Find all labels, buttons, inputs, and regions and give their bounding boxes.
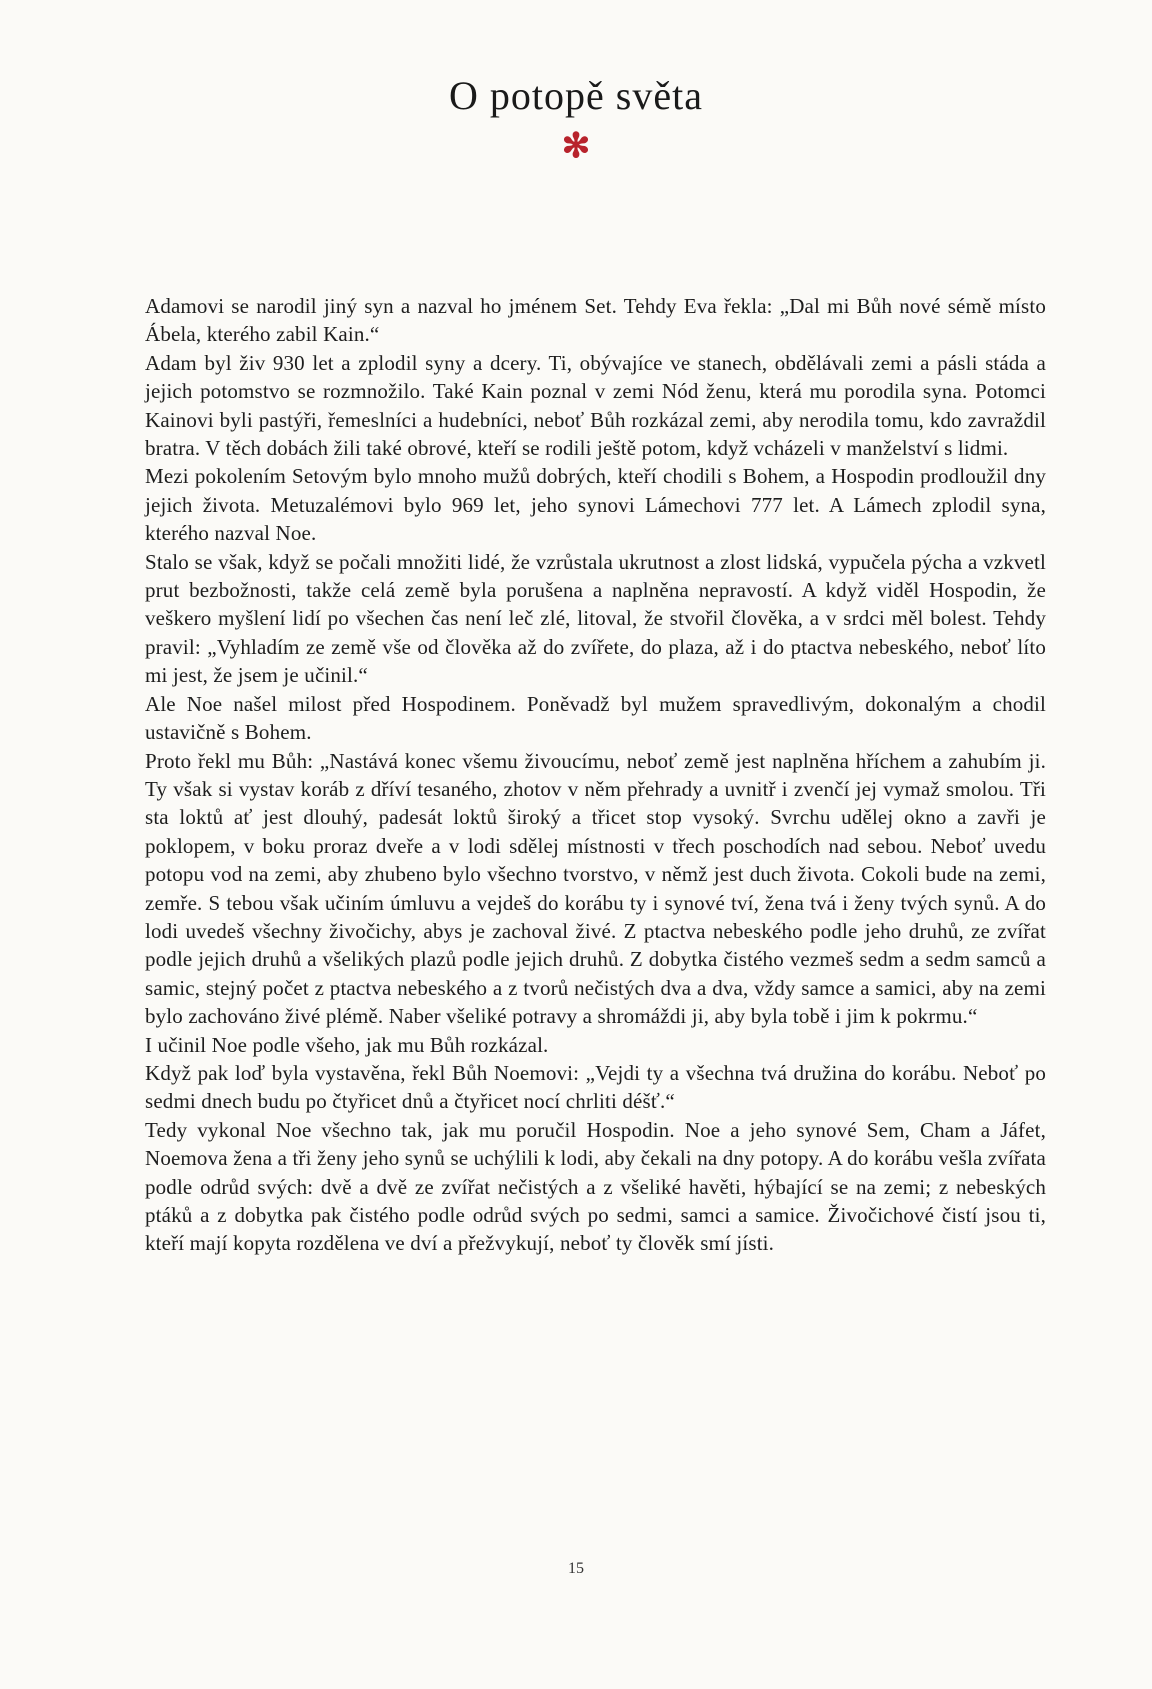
paragraph: Ale Noe našel milost před Hospodinem. Poněvadž byl mužem spravedlivým, dokonalým a chodil ustavičně s Bohem. [145,691,1046,745]
asterisk-ornament-icon: ✻ [561,128,591,165]
paragraph: Adamovi se narodil jiný syn a nazval ho jménem Set. Tehdy Eva řekla: „Dal mi Bůh nové sémě místo Ábela, kterého zabil Kain.“ [145,294,1046,347]
page-number: 15 [568,1560,584,1577]
paragraph: Tedy vykonal Noe všechno tak, jak mu poručil Hospodin. Noe a jeho synové Sem, Cham a Jáfet, Noemova žena a tři ženy jeho synů se uchýlili k lodi, aby čekali na dny potopy. A do korábu vešla zvířata podle odrůd svých: dvě a dvě ze zvířat nečistých a z všeliké havěti, hýbající se na zemi; z nebeských ptáků a z dobytka pak čistého podle odrůd svých po sedmi, samci a samice. Živočichové čistí jsou ti, kteří mají kopyta rozdělena ve dví a přežvykují, neboť ty člověk smí jísti. [145,1117,1046,1256]
body-text [145,292,1046,1258]
paragraph: Když pak loď byla vystavěna, řekl Bůh Noemovi: „Vejdi ty a všechna tvá družina do korábu. Neboť po sedmi dnech budu po čtyřicet dnů a čtyřicet nocí chrliti déšť.“ [145,1060,1046,1114]
paragraph: Proto řekl mu Bůh: „Nastává konec všemu živoucímu, neboť země jest naplněna hříchem a zahubím ji. Ty však si vystav koráb z dříví tesaného, zhotov v něm přehrady a uvnitř i zvenčí jej vymaž smolou. Tři sta loktů ať jest dlouhý, padesát loktů široký a třicet stop vysoký. Svrchu udělej okno a zavři je poklopem, v boku proraz dveře a v lodi sdělej místnosti v třech poschodích nad sebou. Neboť uvedu potopu vod na zemi, aby zhubeno bylo všechno tvorstvo, v němž jest duch života. Cokoli bude na zemi, zemře. S tebou však učiním úmluvu a vejdeš do korábu ty i synové tví, žena tvá i ženy tvých synů. A do lodi uvedeš všechny živočichy, abys je zachoval živé. Z ptactva nebeského podle jeho druhů, ze zvířat podle jejich druhů a všelikých plazů podle jejich druhů. Z dobytka čistého vezmeš sedm a sedm samců a samic, stejný počet z ptactva nebeského a z tvorů nečistých dva a dva, vždy samce a samici, aby na zemi bylo zachováno živé plémě. Naber všeliké potravy a shromáždi ji, aby byla tobě i jim k pokrmu.“ [145,748,1046,1029]
paragraph: I učinil Noe podle všeho, jak mu Bůh rozkázal. [145,1032,549,1057]
paragraph: Stalo se však, když se počali množiti lidé, že vzrůstala ukrutnost a zlost lidská, vypučela pýcha a vzkvetl prut bezbožnosti, takže celá země byla porušena a naplněna nepravostí. A když viděl Hospodin, že veškero myšlení lidí po všechen čas není leč zlé, litoval, že stvořil člověka, a v srdci měl bolest. Tehdy pravil: „Vyhladím ze země vše od člověka až do zvířete, do plaza, až i do ptactva nebeského, neboť líto mi jest, že jsem je učinil.“ [145,549,1046,688]
paragraph: Adam byl živ 930 let a zplodil syny a dcery. Ti, obývajíce ve stanech, obdělávali zemi a pásli stáda a jejich potomstvo se rozmnožilo. Také Kain poznal v zemi Nód ženu, která mu porodila syna. Potomci Kainovi byli pastýři, řemeslníci a hudebníci, neboť Bůh rozkázal zemi, aby nerodila tomu, kdo zavraždil bratra. V těch dobách žili také obrové, kteří se rodili ještě potom, když vcházeli v manželství s lidmi. [145,350,1046,461]
chapter-title: O potopě světa [449,73,703,118]
paragraph: Mezi pokolením Setovým bylo mnoho mužů dobrých, kteří chodili s Bohem, a Hospodin prodloužil dny jejich života. Metuzalémovi bylo 969 let, jeho synovi Lámechovi 777 let. A Lámech zplodil syna, kterého nazval Noe. [145,464,1046,546]
